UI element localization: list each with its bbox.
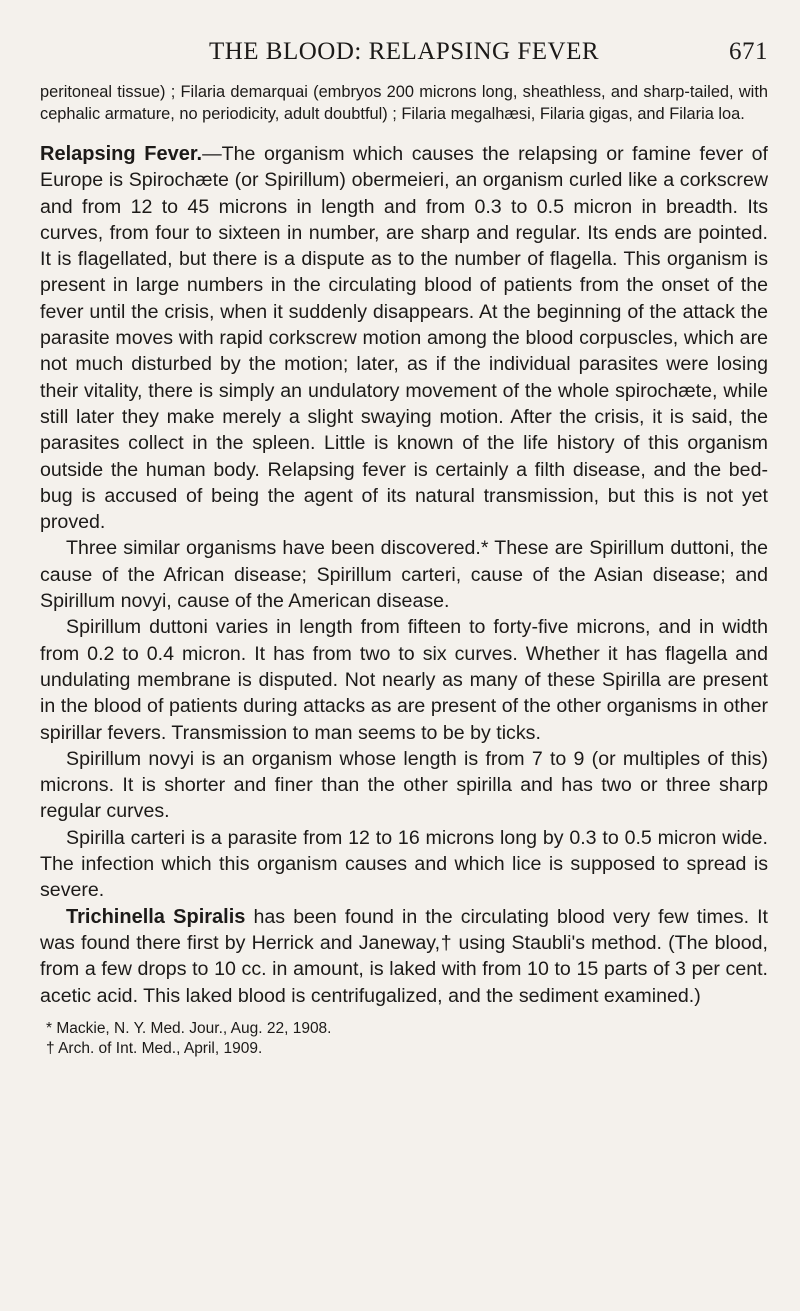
spirillum-duttoni-paragraph: Spirillum duttoni varies in length from fifteen to forty-five microns, and in width from 0.2 to 0.4 micron. It has from two to six curves. Whether it has flagella and undulating membrane is disputed. Not nearly as many of these Spirilla are present in the blood of patients during attacks as are present of the other organisms in other spirillar fevers. Transmission to man seems to be by ticks. (40, 616, 768, 744)
trichinella-text: has been found in the circulating blood very few times. It was found there first by Herrick and Janeway,† using Staubli's method. (The blood, from a few drops to 10 cc. in amount, is laked with from 10 to 15 parts of 3 per cent. acetic acid. This laked blood is centrifugalized, and the sediment examined.) (40, 905, 768, 1007)
trichinella-heading: Trichinella Spiralis (66, 905, 246, 928)
spirillum-novyi-paragraph: Spirillum novyi is an organism whose length is from 7 to 9 (or multiples of this) microns. It is shorter and finer than the other spirilla and has two or three sharp regular curves. (40, 747, 768, 823)
footnotes (40, 1019, 768, 1059)
relapsing-fever-paragraph (40, 141, 768, 535)
body-text (40, 141, 768, 1009)
footnote-mackie: * Mackie, N. Y. Med. Jour., Aug. 22, 1908. (46, 1019, 332, 1037)
similar-organisms-paragraph: Three similar organisms have been discovered.* These are Spirillum duttoni, the cause of the African disease; Spirillum carteri, cause of the Asian disease; and Spirillum novyi, cause of the American disease. (40, 537, 768, 613)
running-head (40, 38, 768, 78)
relapsing-fever-text: —The organism which causes the relapsing or famine fever of Europe is Spirochæte (or Spirillum) obermeieri, an organism curled like a corkscrew and from 12 to 45 microns in length and from 0.3 to 0.5 micron in breadth. Its curves, from four to sixteen in number, are sharp and regular. Its ends are pointed. It is flagellated, but there is a dispute as to the number of flagella. This organism is present in large numbers in the circulating blood of patients from the onset of the fever until the crisis, when it suddenly disappears. At the beginning of the attack the parasite moves with rapid corkscrew motion among the blood corpuscles, which are not much disturbed by the motion; later, as if the individual parasites were losing their vitality, there is simply an undulatory movement of the whole spirochæte, while still later they make merely a slight swaying motion. After the crisis, it is said, the parasites collect in the spleen. Little is known of the life history of this organism outside the human body. Relapsing fever is certainly a filth disease, and the bed-bug is accused of being the agent of its natural transmission, but this is not yet proved. (40, 143, 768, 534)
spirilla-carteri-paragraph: Spirilla carteri is a parasite from 12 to 16 microns long by 0.3 to 0.5 micron wide. The infection which this organism causes and which lice is supposed to spread is severe. (40, 826, 768, 902)
page-number: 671 (729, 38, 768, 65)
trichinella-paragraph (40, 904, 768, 1009)
filaria-list-paragraph: peritoneal tissue) ; Filaria demarquai (embryos 200 microns long, sheathless, and sharp-tailed, with cephalic armature, no periodicity, adult doubtful) ; Filaria megalhæsi, Filaria gigas, and Filaria loa. (40, 83, 768, 123)
book-page (40, 38, 768, 1059)
footnote-arch-int-med: † Arch. of Int. Med., April, 1909. (46, 1039, 263, 1057)
relapsing-fever-heading: Relapsing Fever. (40, 143, 203, 165)
running-head-title: THE BLOOD: RELAPSING FEVER (208, 38, 600, 65)
